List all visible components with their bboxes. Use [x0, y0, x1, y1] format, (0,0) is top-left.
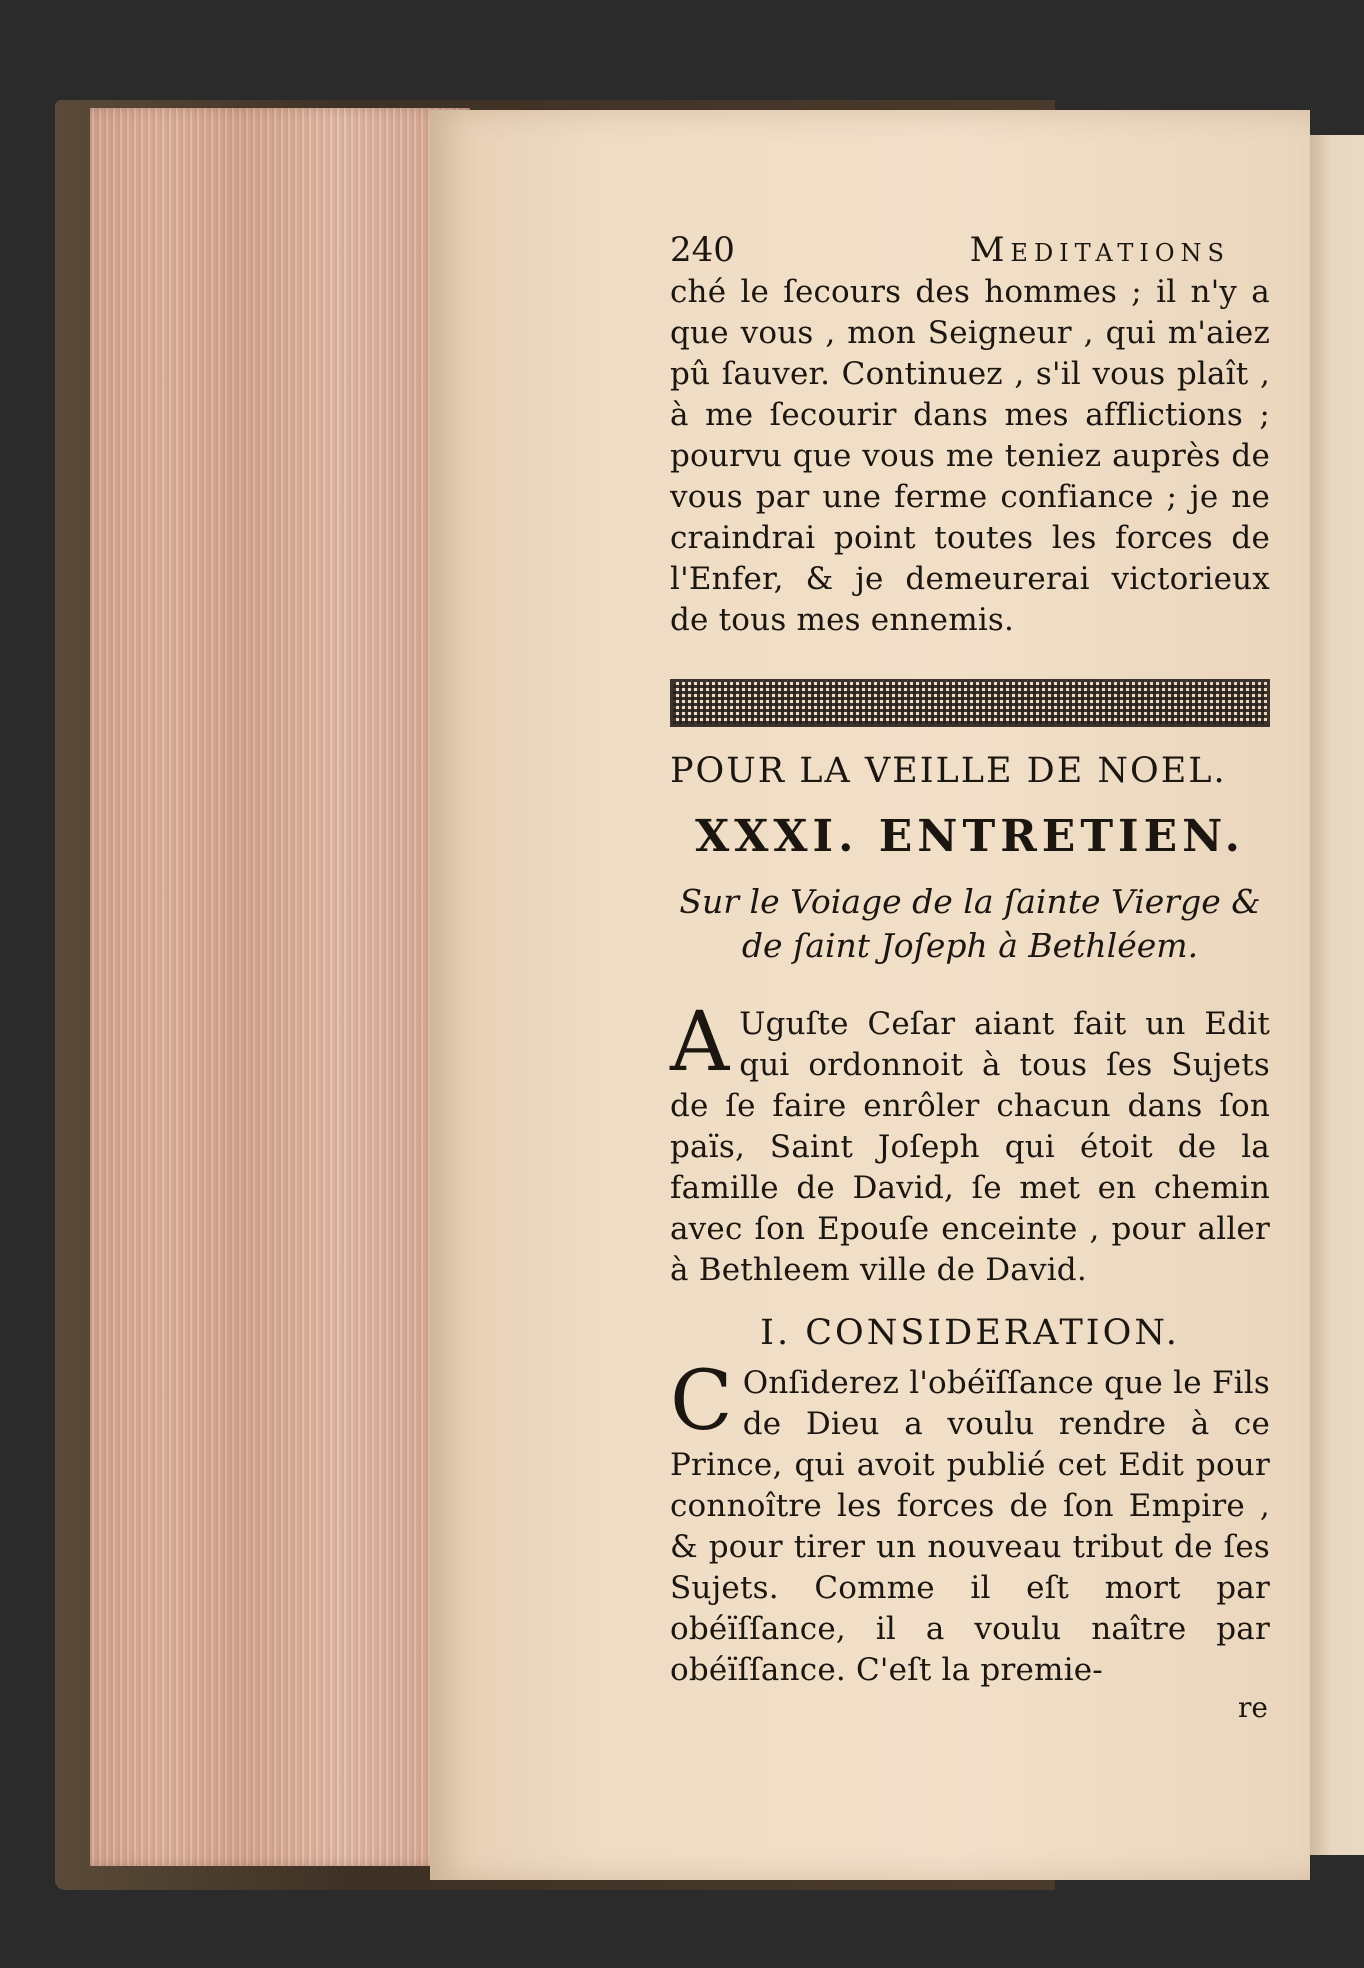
section-title: POUR LA VEILLE DE NOEL. [670, 751, 1227, 791]
page-text-block [670, 230, 1270, 1724]
consideration-text: Onſiderez l'obéïſſance que le Fils de Dieu a voulu rendre à ce Prince, qui avoit publié cet Edit pour connoître les forces de ſon Empire , & pour tirer un nouveau tribut de ſes Sujets. Comme il eſt mort par obéïſſance, il a voulu naître par obéïſſance. C'eſt la premie- [670, 1365, 1270, 1688]
intro-dropcap: A [670, 995, 730, 1090]
page-number: 240 [670, 230, 735, 270]
page-header [670, 230, 1270, 270]
intro-paragraph [670, 995, 1270, 1291]
ornamental-band [670, 679, 1270, 727]
intro-text: Uguſte Ceſar aiant fait un Edit qui ordonnoit à tous ſes Sujets de ſe faire enrôler chacun dans ſon païs, Saint Joſeph qui étoit de la famille de David, ſe met en chemin avec ſon Epouſe enceinte , pour aller à Bethleem ville de David. [670, 1006, 1270, 1288]
consideration-paragraph [670, 1354, 1270, 1691]
catchword: re [1238, 1691, 1268, 1724]
continued-paragraph: ché le ſecours des hommes ; il n'y a que vous , mon Seigneur , qui m'aiez pû ſauver. Continuez , s'il vous plaît , à me ſecourir dans mes afflictions ; pourvu que vous me teniez auprès de vous par une ferme confiance ; je ne craindrai point toutes les forces de l'Enfer, & je demeurerai victorieux de tous mes ennemis. [670, 274, 1270, 638]
book-page [430, 110, 1310, 1880]
subtitle: Sur le Voiage de la ſainte Vierge & de ſaint Joſeph à Bethléem. [679, 882, 1261, 965]
consideration-dropcap: C [670, 1354, 733, 1449]
consideration-title: I. CONSIDERATION. [760, 1313, 1180, 1353]
page-edges [90, 108, 470, 1866]
entretien-title: XXXI. ENTRETIEN. [695, 811, 1245, 862]
running-title: Meditations [969, 230, 1230, 270]
facing-page-edge [1305, 135, 1364, 1855]
